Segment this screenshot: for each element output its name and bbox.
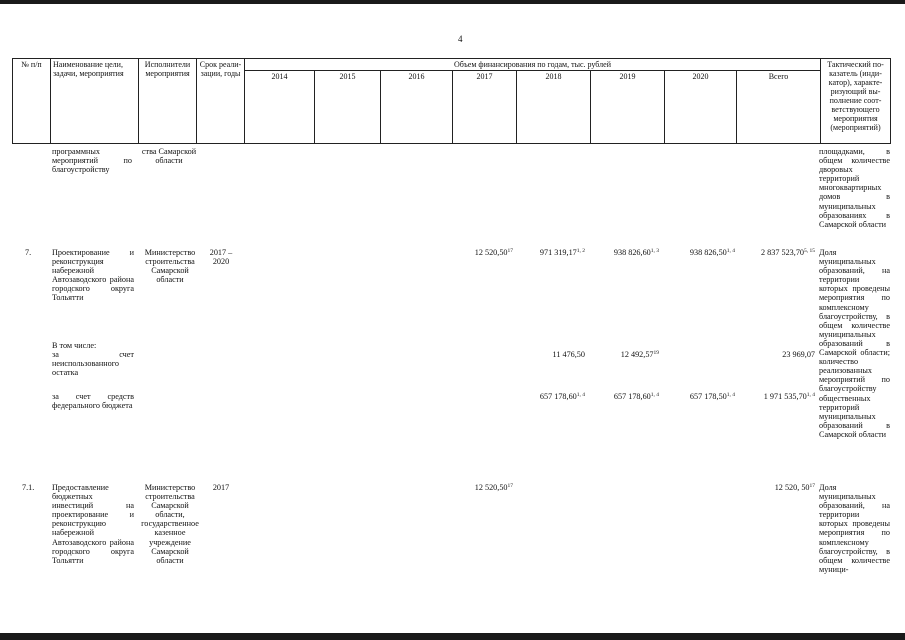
header-executors: Исполнители мероприятия (139, 59, 197, 144)
row71-total: 12 520, $50^{17}$ (774, 483, 815, 492)
incl-label: В том числе: (52, 341, 97, 350)
continued-executors: ства Самарской области (141, 147, 197, 166)
row71-name: Предоставление бюджетных инвестиций на проектирование и реконструкцию набережной Автозаводского района городского округа Тольятти (52, 483, 134, 565)
row71-value-2017: 12 520,50$^{17}$ (474, 483, 513, 492)
header-finance: Объем финансирования по годам, тыс. рублей (245, 59, 821, 71)
row7-indicator: Доля муниципальных образований, на территории которых проведены мероприятия по комплексному благоустройству, в общем количестве муниципальных образований в Самарской области; количество реализованных мероприятий по благоустройству общественных территорий муниципальных образований в Самарской области (819, 248, 890, 439)
row71-term: 2017 (212, 483, 230, 492)
header-year: 2016 (381, 71, 453, 144)
continued-indicator: площадками, в общем количестве дворовых территорий многоквартирных домов в муниципальных образованиях в Самарской области (819, 147, 890, 229)
header-term: Срок реали-зации, годы (197, 59, 245, 144)
header-year: 2015 (315, 71, 381, 144)
unused-value-2018: 11 476,50 (552, 350, 585, 359)
federal-value-2018: 657 178,60$^{1, 4}$ (539, 392, 585, 401)
row7-value-2018: 971 319,17$^{1, 2}$ (539, 248, 585, 257)
table-header (12, 58, 891, 144)
header-year: 2020 (665, 71, 737, 144)
header-year: 2014 (245, 71, 315, 144)
row71-executors: Министерство строительства Самарской области, государственное казенное учреждение Самарской области (141, 483, 199, 565)
unused-value-2019: 12 492,57$^{19}$ (620, 350, 659, 359)
row71-number: 7.1. (22, 483, 35, 492)
federal-total: 1 971 535,70$^{1, 4}$ (763, 392, 815, 401)
header-indicator: Тактический по-казатель (инди-катор), характе-ризующий вы-полнение соот-ветствующего мероприятия (мероприятий) (821, 59, 891, 144)
header-no: № п/п (13, 59, 51, 144)
page-number: 4 (458, 34, 463, 44)
header-year: 2017 (453, 71, 517, 144)
row7-value-2019: 938 826,60$^{1, 3}$ (613, 248, 659, 257)
unused-label: за счет неиспользованного остатка (52, 350, 134, 378)
row7-name: Проектирование и реконструкция набережной Автозаводского района городского округа Тольятти (52, 248, 134, 303)
bottom-border (0, 633, 905, 640)
top-border (0, 0, 905, 4)
row7-value-2020: 938 826,50$^{1, 4}$ (689, 248, 735, 257)
header-year: 2019 (591, 71, 665, 144)
header-total: Всего (737, 71, 821, 144)
row7-number: 7. (25, 248, 32, 257)
unused-total: 23 969,07 (782, 350, 815, 359)
row71-indicator: Доля муниципальных образований, на территории которых проведены мероприятия по комплексному благоустройству, в общем количестве муници- (819, 483, 890, 574)
federal-value-2020: 657 178,50$^{1, 4}$ (689, 392, 735, 401)
row7-value-2017: 12 520,50$^{17}$ (474, 248, 513, 257)
federal-label: за счет средств федерального бюджета (52, 392, 134, 411)
header-name: Наименование цели, задачи, мероприятия (51, 59, 139, 144)
row7-term: 2017 – 2020 (209, 248, 233, 267)
continued-name: программных мероприятий по благоустройству (52, 147, 132, 175)
header-year: 2018 (517, 71, 591, 144)
row7-executors: Министерство строительства Самарской области (144, 248, 196, 285)
row7-total: 2 837 523,70$^{5, 15}$ (761, 248, 815, 257)
federal-value-2019: 657 178,60$^{1, 4}$ (613, 392, 659, 401)
